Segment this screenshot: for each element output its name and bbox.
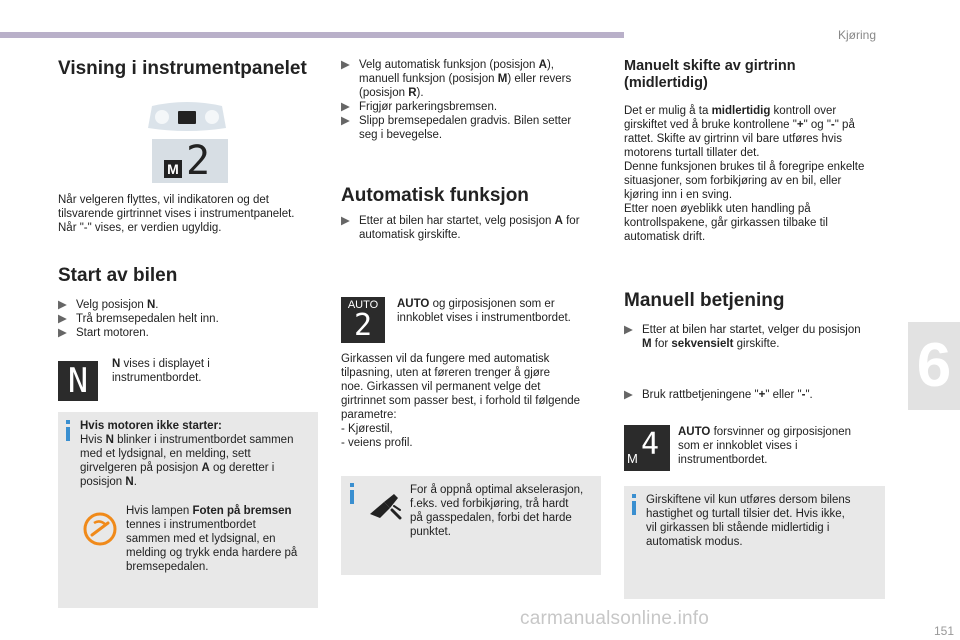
auto-display-icon: AUTO 2: [341, 297, 385, 343]
engine-info-text: Hvis motoren ikke starter: Hvis N blinker i instrumentbordet sammen med et lydsignal, en melding, sett girvelgeren på posisjon A og deretter i posisjon N.: [80, 420, 294, 488]
start-steps: ▶ Velg posisjon N. ▶ Trå bremsepedalen helt inn. ▶ Start motoren.: [58, 299, 219, 339]
title-temp-manual: Manuelt skifte av girtrinn (midlertidig): [624, 58, 796, 91]
manual-info-text: Girskiftene vil kun utføres dersom bilens hastighet og turtall tilsier det. Hvis ikke, vil girkassen bli stående midlertidig i automatisk modus.: [646, 494, 851, 548]
instrument-panel-icon: [146, 100, 228, 134]
temp-manual-text: Det er mulig å ta midlertidig kontroll over girskiftet ved å bruke kontrollene "+" og "-" på rattet. Skifte av girtrinn vil bare utføres hvis motorens turtall tillater det. Denne funksjonen brukes til å foregripe enkelte situasjoner, som forbikjøring av en bil, eller kjøring inn i en sving. Etter noen øyeblikk uten handling på kontrollspakene, går girkassen tilbake til automatisk drift.: [624, 105, 865, 243]
manual-step-1: ▶ Etter at bilen har startet, velger du posisjon M for sekvensielt girskifte.: [624, 324, 861, 350]
display-intro: Når velgeren flyttes, vil indikatoren og det tilsvarende girtrinnet vises i instrumentpanelet. Når "-" vises, er verdien ugyldig.: [58, 194, 295, 234]
page-number: 151: [933, 624, 954, 638]
m4-display-text: AUTO forsvinner og girposisjonen som er innkoblet vises i instrumentbordet.: [678, 426, 852, 466]
info-icon: [632, 501, 636, 515]
title-manual: Manuell betjening: [624, 290, 785, 311]
m4-display-icon: M 4: [624, 425, 670, 471]
info-icon: [350, 490, 354, 504]
auto-step: ▶ Etter at bilen har startet, velg posisjon A for automatisk girskifte.: [341, 215, 580, 241]
foot-on-brake-icon: [82, 511, 118, 547]
start-steps-cont: ▶ Velg automatisk funksjon (posisjon A), manuell funksjon (posisjon M) eller revers (posisjon R). ▶ Frigjør parkeringsbremsen. ▶ Slipp bremsepedalen gradvis. Bilen setter seg i bevegelse.: [341, 59, 572, 141]
n-display-icon: N: [58, 361, 98, 401]
manual-step-2: ▶ Bruk rattbetjeningene "+" eller "-".: [624, 389, 813, 401]
auto-body: Girkassen vil da fungere med automatisk tilpasning, uten at føreren trenger å gjøre noe. Girkassen vil permanent velge det girtrinnet som passer best, i forhold til følgende parametre: - Kjørestil, - veiens profil.: [341, 353, 581, 449]
gear-display-m2: [152, 139, 228, 183]
lamp-info-text: Hvis lampen Foten på bremsen tennes i instrumentbordet sammen med et lydsignal, en melding og trykk enda hardere på bremsepedalen.: [126, 505, 298, 573]
chapter-tab: 6: [908, 322, 960, 410]
header-bar: [0, 32, 624, 38]
section-label: Kjøring: [838, 28, 877, 42]
auto-display-text: AUTO og girposisjonen som er innkoblet vises i instrumentbordet.: [397, 298, 571, 324]
accelerator-pedal-icon: [366, 488, 402, 524]
mode-indicator-m: M: [164, 160, 182, 178]
n-display-text: N vises i displayet i instrumentbordet.: [112, 358, 210, 384]
info-icon: [66, 427, 70, 441]
tip-text: For å oppnå optimal akselerasjon, f.eks. ved forbikjøring, trå hardt på gasspedalen, forbi det harde punktet.: [410, 484, 584, 538]
gear-indicator-2: 2: [186, 138, 211, 184]
title-start: Start av bilen: [58, 265, 178, 286]
title-display: Visning i instrumentpanelet: [58, 58, 307, 79]
title-auto: Automatisk funksjon: [341, 185, 529, 206]
watermark: carmanualsonline.info: [520, 608, 710, 629]
